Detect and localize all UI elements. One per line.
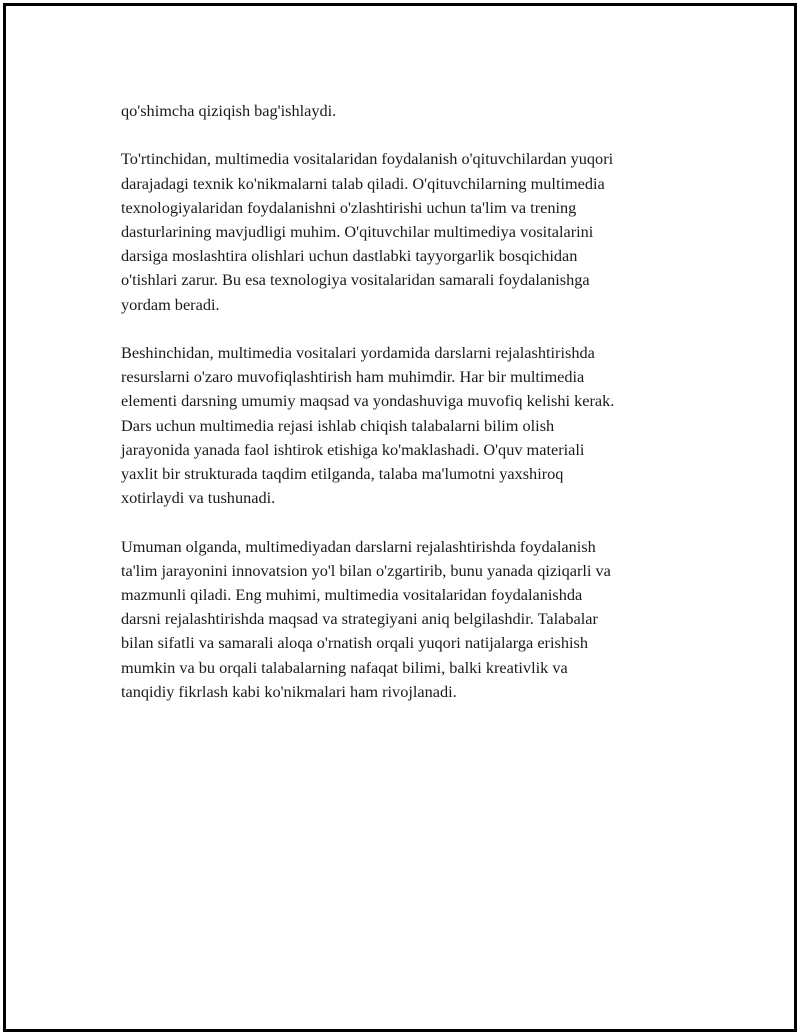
text-line: Umuman olganda, multimediyadan darslarni rejalashtirishda foydalanish xyxy=(121,536,596,556)
text-line: darsiga moslashtira olishlari uchun dastlabki tayyorgarlik bosqichidan xyxy=(121,246,578,266)
paragraph-fourth-point xyxy=(121,147,696,316)
text-line: texnologiyalaridan foydalanishni o'zlashtirishi uchun ta'lim va trening xyxy=(121,197,577,217)
text-line: Dars uchun multimedia rejasi ishlab chiqish talabalarni bilim olish xyxy=(121,415,555,435)
text-line: resurslarni o'zaro muvofiqlashtirish ham muhimdir. Har bir multimedia xyxy=(121,367,585,387)
text-line: mumkin va bu orqali talabalarning nafaqat bilimi, balki kreativlik va xyxy=(121,657,568,677)
text-line: ta'lim jarayonini innovatsion yo'l bilan o'zgartirib, bunu yanada qiziqarli va xyxy=(121,560,611,580)
text-line: mazmunli qiladi. Eng muhimi, multimedia vositalaridan foydalanishda xyxy=(121,585,583,605)
text-line: yordam beradi. xyxy=(121,294,220,314)
text-line: To'rtinchidan, multimedia vositalaridan foydalanish o'qituvchilardan yuqori xyxy=(121,149,614,169)
text-line: dasturlarining mavjudligi muhim. O'qituvchilar multimediya vositalarini xyxy=(121,222,594,241)
text-line: xotirlaydi va tushunadi. xyxy=(121,488,276,508)
text-line: bilan sifatli va samarali aloqa o'rnatish orqali yuqori natijalarga erishish xyxy=(121,633,588,653)
page-content xyxy=(121,99,696,728)
text-line: yaxlit bir strukturada taqdim etilganda, talaba ma'lumotni yaxshiroq xyxy=(121,464,564,484)
text-line: jarayonida yanada faol ishtirok etishiga ko'maklashadi. O'quv materiali xyxy=(121,439,585,459)
text-line: Beshinchidan, multimedia vositalari yordamida darslarni rejalashtirishda xyxy=(121,343,595,362)
text-line: tanqidiy fikrlash kabi ko'nikmalari ham rivojlanadi. xyxy=(121,681,457,701)
paragraph-continuation xyxy=(121,99,696,123)
text-line: elementi darsning umumiy maqsad va yondashuviga muvofiq kelishi kerak. xyxy=(121,391,615,411)
paragraph-conclusion xyxy=(121,535,696,704)
page-frame xyxy=(3,3,797,1032)
text-line: darajadagi texnik ko'nikmalarni talab qiladi. O'qituvchilarning multimedia xyxy=(121,173,605,193)
text-line: darsni rejalashtirishda maqsad va strategiyani aniq belgilashdir. Talabalar xyxy=(121,609,598,629)
text-line: qo'shimcha qiziqish bag'ishlaydi. xyxy=(121,101,337,120)
text-line: o'tishlari zarur. Bu esa texnologiya vositalaridan samarali foydalanishga xyxy=(121,270,590,290)
paragraph-fifth-point xyxy=(121,341,696,510)
